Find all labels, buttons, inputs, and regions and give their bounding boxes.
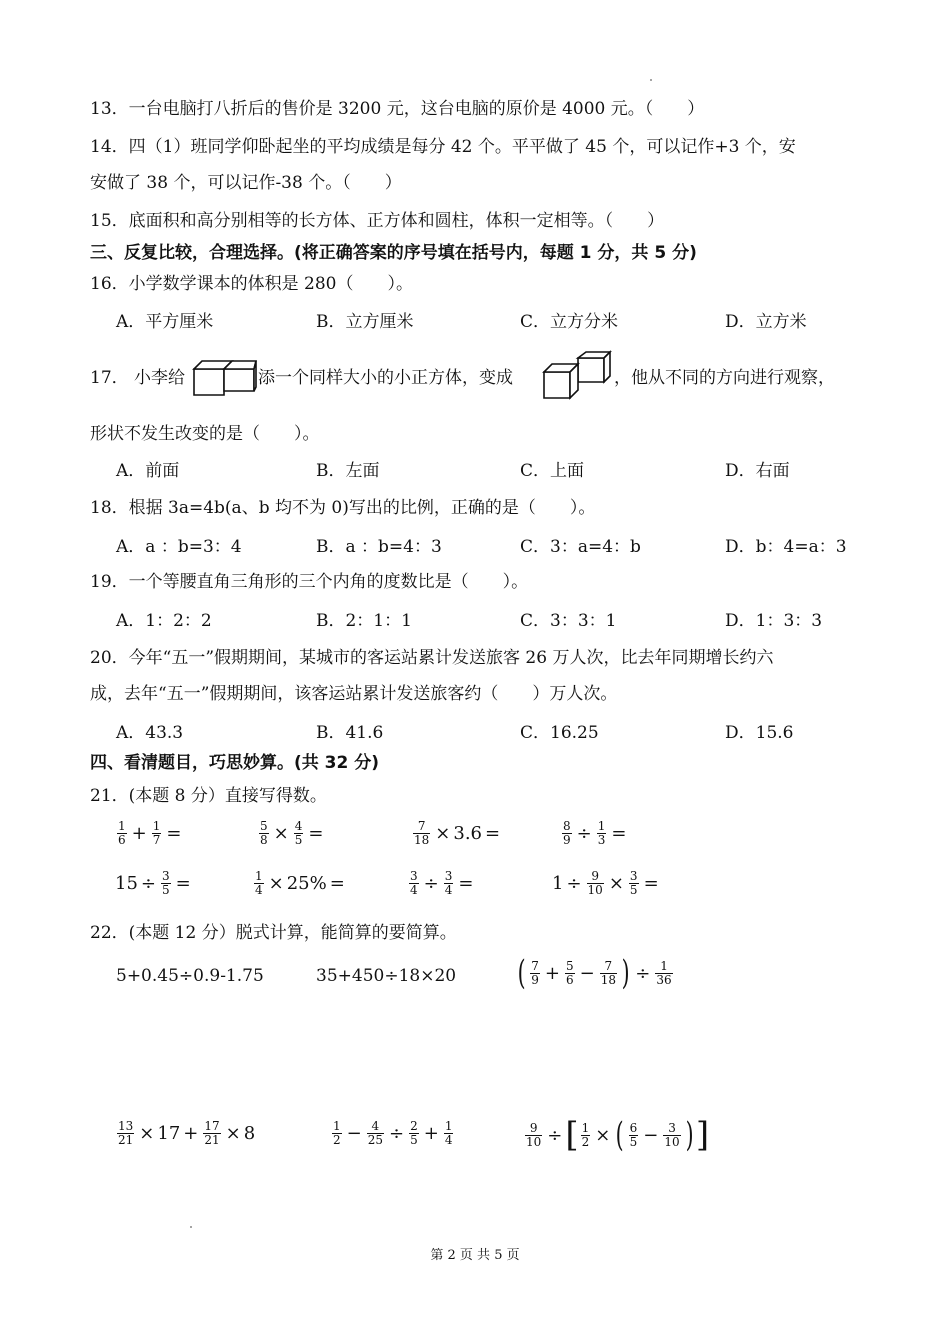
- question-14-line1: 14．四（1）班同学仰卧起坐的平均成绩是每分 42 个。平平做了 45 个，可以记作+3 个，安: [90, 137, 796, 157]
- oral-calc-3: $\frac{7}{18}$ × 3.6 =: [414, 819, 501, 847]
- oral-calc-7: $\frac{3}{4}$ ÷ $\frac{3}{4}$ =: [410, 869, 474, 897]
- q17-option-c: C．上面: [520, 461, 585, 481]
- q18-option-a: A．a ：b=3：4: [116, 537, 242, 557]
- question-20-line1: 20．今年“五一”假期期间，某城市的客运站累计发送旅客 26 万人次，比去年同期增长约六: [90, 648, 774, 668]
- q20-option-d: D．15.6: [725, 723, 794, 743]
- q19-option-a: A．1：2：2: [116, 611, 212, 631]
- q20-option-a: A．43.3: [116, 723, 184, 743]
- question-21: 21．(本题 8 分）直接写得数。: [90, 786, 327, 806]
- three-cubes-icon: [542, 350, 612, 400]
- oral-calc-5: 15 ÷ $\frac{3}{5}$ =: [115, 869, 191, 897]
- q20-option-c: C．16.25: [520, 723, 599, 743]
- calc-expression-6: $\frac{9}{10}$ ÷ [ $\frac{1}{2}$ × ( 6 5 − $\frac{3}{10}$ ) ]: [526, 1115, 710, 1155]
- oral-calc-8: 1 ÷ $\frac{9}{10}$ × $\frac{3}{5}$ =: [552, 869, 659, 897]
- calc-expression-4: $\frac{13}{21}$ × 17 + $\frac{17}{21}$ × 8: [118, 1119, 256, 1147]
- question-14-line2: 安做了 38 个，可以记作-38 个。（ ）: [90, 173, 402, 193]
- two-cubes-icon: [192, 357, 258, 397]
- question-16: 16．小学数学课本的体积是 280（ ）。: [90, 274, 413, 294]
- section-3-heading: 三、反复比较，合理选择。(将正确答案的序号填在括号内，每题 1 分，共 5 分): [90, 243, 697, 263]
- oral-calc-1: 1 6 + $\frac{1}{7}$ =: [118, 819, 182, 847]
- q17-option-b: B．左面: [316, 461, 380, 481]
- q18-option-b: B．a ：b=4：3: [316, 537, 442, 557]
- oral-calc-4: $\frac{8}{9}$ ÷ $\frac{1}{3}$ =: [563, 819, 627, 847]
- q16-option-b: B．立方厘米: [316, 312, 414, 332]
- q16-option-a: A．平方厘米: [116, 312, 214, 332]
- question-19: 19．一个等腰直角三角形的三个内角的度数比是（ ）。: [90, 572, 529, 592]
- q19-option-b: B．2：1：1: [316, 611, 412, 631]
- section-4-heading: 四、看清题目，巧思妙算。(共 32 分): [90, 753, 380, 773]
- oral-calc-6: $\frac{1}{4}$ × 25% =: [255, 869, 345, 897]
- q17-option-a: A．前面: [116, 461, 180, 481]
- calc-expression-5: 1 2 − $\frac{4}{25}$ ÷ $\frac{2}{5}$ + $\frac{1}{4}$: [333, 1119, 453, 1147]
- question-22: 22．(本题 12 分）脱式计算，能简算的要简算。: [90, 923, 457, 943]
- q20-option-b: B．41.6: [316, 723, 384, 743]
- scan-speck: [650, 79, 652, 81]
- question-18: 18．根据 3a=4b(a、b 均不为 0)写出的比例，正确的是（ ）。: [90, 498, 596, 518]
- calc-expression-3: ( 7 9 + $\frac{5}{6}$ − $\frac{7}{18}$ ) ÷ $\frac{1}{36}$: [517, 953, 672, 993]
- question-17-prefix: 17． 小李给: [90, 368, 186, 388]
- q18-option-d: D．b：4=a：3: [725, 537, 847, 557]
- question-17-suffix: ，他从不同的方向进行观察，: [614, 368, 835, 388]
- calc-expression-2: 35+450÷18×20: [316, 966, 457, 986]
- q19-option-c: C．3：3：1: [520, 611, 617, 631]
- question-20-line2: 成，去年“五一”假期期间，该客运站累计发送旅客约（ ）万人次。: [90, 684, 618, 704]
- q16-option-c: C．立方分米: [520, 312, 619, 332]
- question-15: 15．底面积和高分别相等的长方体、正方体和圆柱，体积一定相等。（ ）: [90, 211, 665, 231]
- question-17-middle: 添一个同样大小的小正方体，变成: [258, 368, 513, 388]
- q17-option-d: D．右面: [725, 461, 790, 481]
- question-13: 13．一台电脑打八折后的售价是 3200 元，这台电脑的原价是 4000 元。（ ）: [90, 99, 705, 119]
- page-footer: 第 2 页 共 5 页: [430, 1248, 520, 1263]
- oral-calc-2: $\frac{5}{8}$ × $\frac{4}{5}$ =: [260, 819, 324, 847]
- calc-expression-1: 5+0.45÷0.9-1.75: [116, 966, 264, 986]
- scan-speck: [190, 1226, 192, 1228]
- q16-option-d: D．立方米: [725, 312, 807, 332]
- question-17-line2: 形状不发生改变的是（ ）。: [90, 424, 320, 444]
- q19-option-d: D．1：3：3: [725, 611, 823, 631]
- q18-option-c: C．3：a=4：b: [520, 537, 641, 557]
